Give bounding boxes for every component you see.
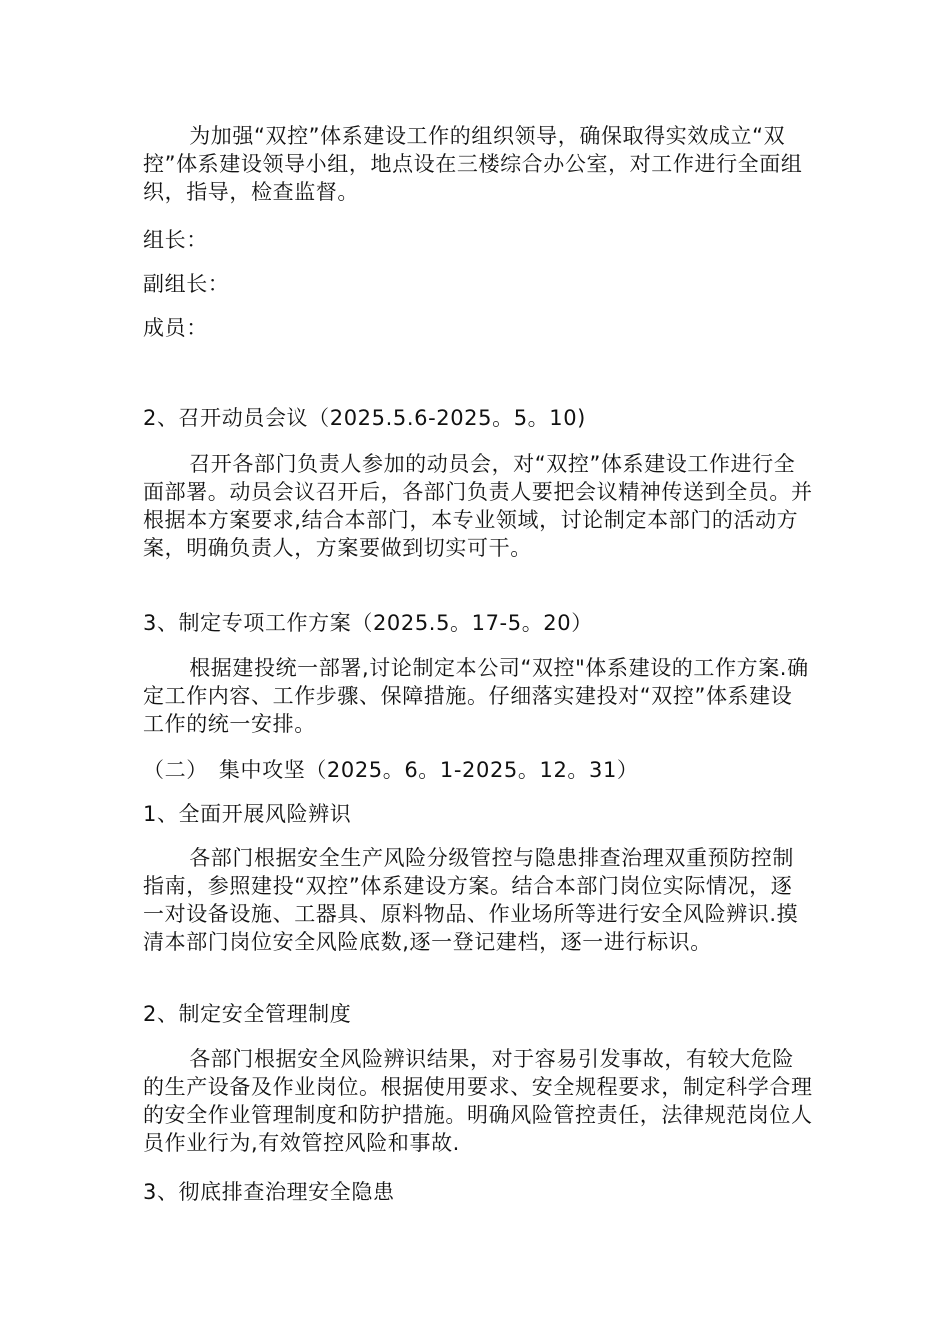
item3-heading: 3、彻底排查治理安全隐患 [143,1180,395,1204]
leader-label: 组长： [143,228,208,252]
phase2-heading: （二） 集中攻坚（2025。6。1-2025。12。31） [143,758,639,782]
deputy-leader-label: 副组长： [143,272,230,296]
section3-paragraph: 根据建投统一部署,讨论制定本公司“双控"体系建设的工作方案.确定工作内容、工作步骤、保障措施。仔细落实建投对“双控”体系建设工作的统一安排。 [143,656,809,736]
item1-heading: 1、全面开展风险辨识 [143,802,352,826]
section2-heading: 2、召开动员会议（2025.5.6-2025。5。10) [143,406,586,430]
item1-paragraph: 各部门根据安全生产风险分级管控与隐患排查治理双重预防控制指南，参照建投“双控”体系建设方案。结合本部门岗位实际情况，逐一对设备设施、工器具、原料物品、作业场所等进行安全风险辨识.摸清本部门岗位安全风险底数,逐一登记建档，逐一进行标识。 [143,846,799,954]
item2-paragraph: 各部门根据安全风险辨识结果，对于容易引发事故，有较大危险的生产设备及作业岗位。根据使用要求、安全规程要求，制定科学合理的安全作业管理制度和防护措施。明确风险管控责任，法律规范岗位人员作业行为,有效管控风险和事故. [143,1047,813,1155]
section2-paragraph: 召开各部门负责人参加的动员会，对“双控”体系建设工作进行全面部署。动员会议召开后，各部门负责人要把会议精神传送到全员。并根据本方案要求,结合本部门，本专业领域，讨论制定本部门的活动方案，明确负责人，方案要做到切实可干。 [143,452,813,560]
section3-heading: 3、制定专项工作方案（2025.5。17-5。20） [143,611,593,635]
item2-heading: 2、制定安全管理制度 [143,1002,352,1026]
members-label: 成员： [143,316,208,340]
intro-paragraph: 为加强“双控”体系建设工作的组织领导，确保取得实效成立“双控”体系建设领导小组，地点设在三楼综合办公室，对工作进行全面组织，指导，检查监督。 [143,124,803,204]
